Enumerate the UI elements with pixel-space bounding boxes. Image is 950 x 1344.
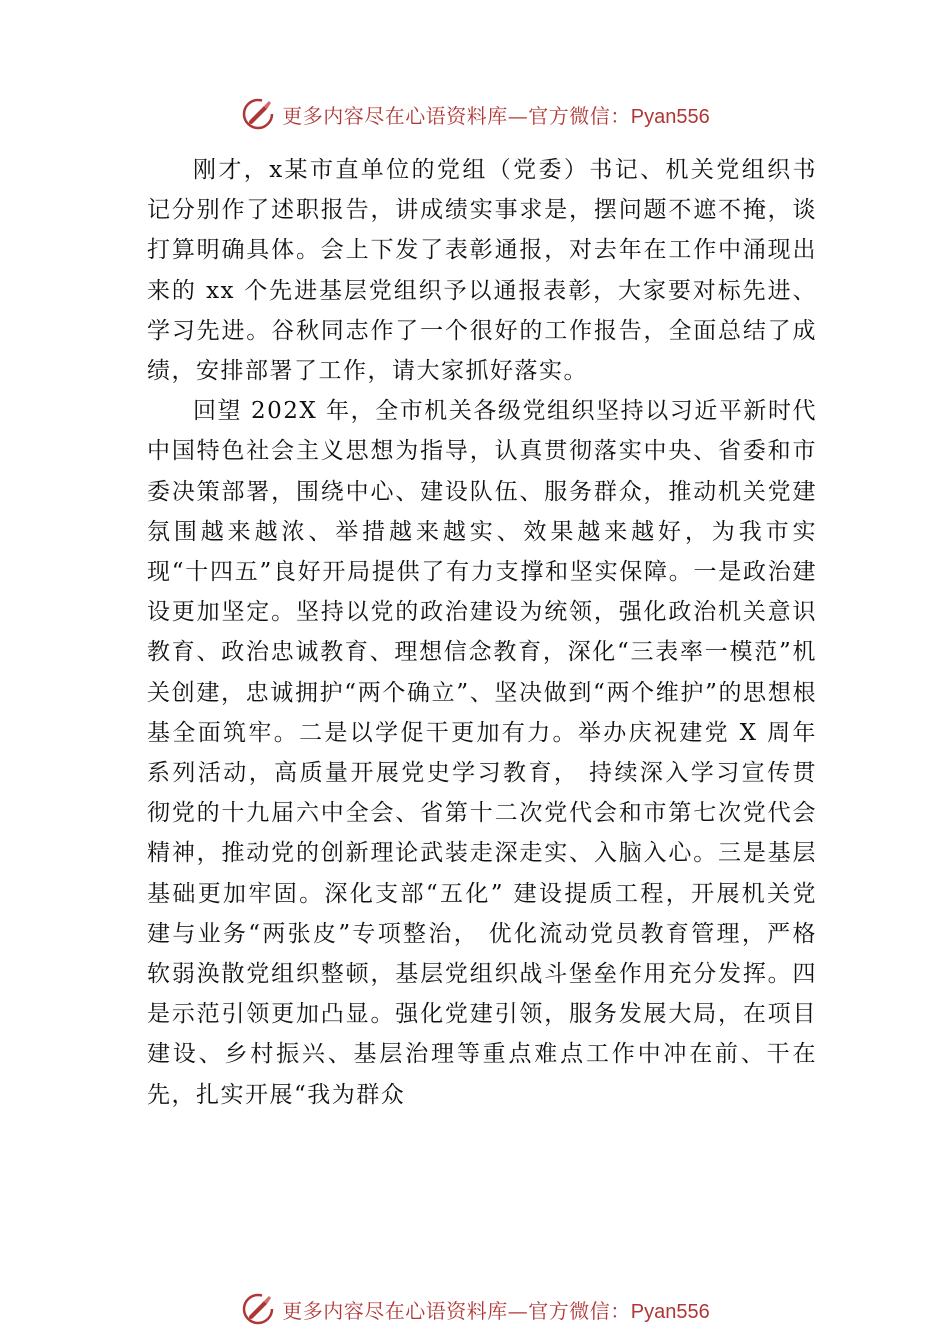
brush-circle-logo-icon bbox=[240, 1291, 276, 1327]
watermark-text-main: 更多内容尽在心语资料库—官方微信： bbox=[282, 1298, 631, 1323]
watermark-footer bbox=[0, 1289, 950, 1329]
paragraph-1: 刚才，x某市直单位的党组（党委）书记、机关党组织书记分别作了述职报告，讲成绩实事求是，摆问题不遮不掩，谈打算明确具体。会上下发了表彰通报，对去年在工作中涌现出来的 xx 个先进基层党组织予以通报表彰，大家要对标先进、学习先进。谷秋同志作了一个很好的工作报告，全面总结了成绩，安排部署了工作，请大家抓好落实。 bbox=[147, 157, 817, 385]
document-body bbox=[147, 150, 817, 1115]
watermark-text-main: 更多内容尽在心语资料库—官方微信： bbox=[282, 103, 631, 128]
watermark-text bbox=[282, 100, 709, 129]
watermark-header bbox=[0, 94, 950, 134]
brush-circle-logo-icon bbox=[240, 96, 276, 132]
paragraph-2: 回望 202X 年，全市机关各级党组织坚持以习近平新时代中国特色社会主义思想为指导，认真贯彻落实中央、省委和市委决策部署，围绕中心、建设队伍、服务群众，推动机关党建氛围越来越浓、举措越来越实、效果越来越好，为我市实现“十四五”良好开局提供了有力支撑和坚实保障。一是政治建设更加坚定。坚持以党的政治建设为统领，强化政治机关意识教育、政治忠诚教育、理想信念教育，深化“三表率一模范”机关创建，忠诚拥护“两个确立”、坚决做到“两个维护”的思想根基全面筑牢。二是以学促干更加有力。举办庆祝建党 X 周年系列活动，高质量开展党史学习教育， 持续深入学习宣传贯彻党的十九届六中全会、省第十二次党代会和市第七次党代会精神，推动党的创新理论武装走深走实、入脑入心。三是基层基础更加牢固。深化支部“五化” 建设提质工程，开展机关党建与业务“两张皮”专项整治， 优化流动党员教育管理，严格软弱涣散党组织整顿，基层党组织战斗堡垒作用充分发挥。四是示范引领更加凸显。强化党建引领，服务发展大局，在项目建设、乡村振兴、基层治理等重点难点工作中冲在前、干在先，扎实开展“我为群众 bbox=[147, 398, 817, 1108]
watermark-text bbox=[282, 1295, 709, 1324]
watermark-wechat-id: Pyan556 bbox=[630, 105, 710, 128]
watermark-wechat-id: Pyan556 bbox=[630, 1300, 710, 1323]
